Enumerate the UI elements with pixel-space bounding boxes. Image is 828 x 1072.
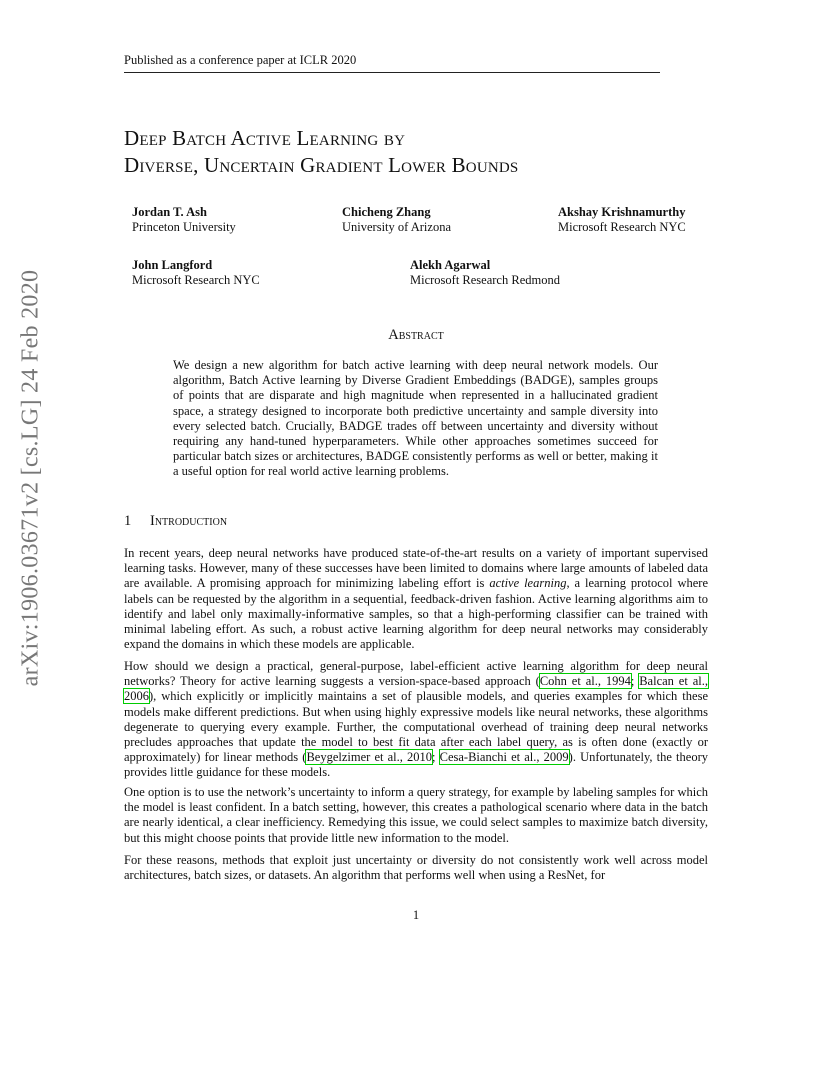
author-block	[132, 205, 236, 235]
citation-separator: ;	[630, 674, 640, 689]
author-block	[342, 205, 451, 235]
citation-link[interactable]: Cesa-Bianchi et al., 2009	[439, 750, 569, 765]
paragraph-text: How should we design a practical, general-purpose, label-efficient active learning algorithm for deep neural networks? Theory for active learning suggests a version-space-based approach (	[124, 659, 708, 689]
author-affiliation: Microsoft Research Redmond	[410, 273, 560, 287]
author-block	[410, 258, 560, 288]
abstract-text: We design a new algorithm for batch active learning with deep neural network models. Our algorithm, Batch Active learning by Diverse Gradient Embeddings (BADGE), samples groups of points that are disparate and high magnitude when represented in a hallucinated gradient space, a strategy designed to incorporate both predictive uncertainty and sample diversity into every selected batch. Crucially, BADGE trades off between uncertainty and diversity without requiring any hand-tuned hyperparameters. While other approaches sometimes succeed for particular batch sizes or architectures, BADGE consistently performs as well or better, making it a useful option for real world active learning problems.	[173, 358, 658, 479]
conference-header: Published as a conference paper at ICLR 2020	[124, 53, 660, 73]
section-title: Introduction	[150, 513, 228, 529]
author-name: Akshay Krishnamurthy	[558, 205, 686, 219]
intro-paragraph-4: For these reasons, methods that exploit just uncertainty or diversity do not consistently work well across model architectures, batch sizes, or datasets. An algorithm that performs well when using a ResNet, for	[124, 853, 708, 883]
emphasized-term: active learning	[489, 576, 567, 591]
intro-paragraph-3: One option is to use the network’s uncertainty to inform a query strategy, for example by labeling samples for which the model is least confident. In a batch setting, however, this creates a pathological scenario where data in the batch are nearly identical, a clear inefficiency. Remedying this issue, we could select samples to maximize batch diversity, but this might choose points that provide little new information to the model.	[124, 785, 708, 845]
paragraph-text: In recent years, deep neural networks have produced state-of-the-art results on a variety of important supervised learning tasks. However, many of these successes have been limited to domains where large amounts of labeled data are available. A promising approach for minimizing labeling effort is	[124, 546, 708, 591]
citation-link[interactable]: Balcan et al., 2006	[124, 674, 708, 704]
author-name: Chicheng Zhang	[342, 205, 431, 219]
paper-title-line-2: Diverse, Uncertain Gradient Lower Bounds	[124, 153, 519, 177]
author-name: Alekh Agarwal	[410, 258, 491, 272]
abstract-heading: Abstract	[388, 327, 444, 343]
section-heading	[124, 513, 227, 530]
citation-link[interactable]: Cohn et al., 1994	[539, 674, 631, 689]
author-affiliation: Microsoft Research NYC	[132, 273, 260, 287]
author-block	[132, 258, 260, 288]
paragraph-text: ), which explicitly or implicitly maintains a set of plausible models, and queries examples for which these models make different predictions. But when using highly expressive models like neural networks, these algorithms degenerate to querying every example. Further, the computational overhead of training deep neural networks precludes approaches that update the model to best fit data after each label query, as is often done (exactly or approximately) for linear methods (	[124, 689, 708, 765]
author-block	[558, 205, 686, 235]
section-number: 1	[124, 513, 132, 529]
arxiv-identifier: arXiv:1906.03671v2 [cs.LG] 24 Feb 2020	[17, 269, 44, 687]
paper-title-line-1: Deep Batch Active Learning by	[124, 126, 406, 150]
author-affiliation: Princeton University	[132, 220, 236, 234]
author-name: Jordan T. Ash	[132, 205, 207, 219]
author-affiliation: University of Arizona	[342, 220, 452, 234]
paragraph-text: , a learning protocol where labels can be requested by the algorithm in a sequential, feedback-driven fashion. Active learning algorithms aim to identify and label only maximally-informative samples, so that a high-performing classifier can be trained with minimal labeling effort. As such, a robust active learning algorithm for deep neural networks may considerably expand the domains in which these models are applicable.	[124, 576, 708, 652]
arxiv-sidebar	[0, 0, 60, 1072]
paper-title	[124, 125, 724, 179]
citation-link[interactable]: Beygelzimer et al., 2010	[306, 750, 433, 765]
author-affiliation: Microsoft Research NYC	[558, 220, 686, 234]
paragraph-text: ). Unfortunately, the theory provides little guidance for these models.	[124, 750, 708, 780]
citation-separator: ;	[432, 750, 440, 765]
intro-paragraph-2	[124, 659, 708, 781]
intro-paragraph-1	[124, 546, 708, 652]
page-number: 1	[412, 908, 420, 922]
author-name: John Langford	[132, 258, 213, 272]
